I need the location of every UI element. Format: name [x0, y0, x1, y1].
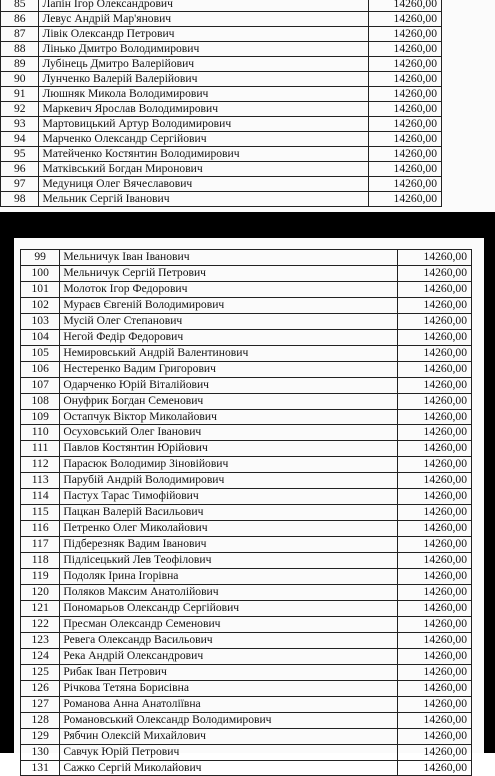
person-name: Немировський Андрій Валентинович: [60, 345, 397, 361]
table-row: [1, 132, 442, 147]
table-row: [21, 521, 472, 537]
table-row: [1, 0, 442, 12]
row-number: 103: [21, 313, 60, 329]
amount: 14260,00: [397, 728, 471, 744]
row-number: 99: [21, 250, 60, 266]
row-number: 117: [21, 537, 60, 553]
row-number: 101: [21, 281, 60, 297]
row-number: 110: [21, 425, 60, 441]
amount: 14260,00: [397, 664, 471, 680]
row-number: 95: [1, 147, 39, 162]
amount: 14260,00: [397, 505, 471, 521]
amount: 14260,00: [397, 696, 471, 712]
amount: 14260,00: [369, 162, 442, 177]
table-row: [1, 72, 442, 87]
row-number: 93: [1, 117, 39, 132]
scan-border-left: [0, 238, 14, 753]
row-number: 120: [21, 585, 60, 601]
person-name: Мельничук Сергій Петрович: [60, 265, 397, 281]
person-name: Медуниця Олег Вячеславович: [39, 177, 369, 192]
person-name: Мураєв Євгеній Володимирович: [60, 297, 397, 313]
amount: 14260,00: [369, 147, 442, 162]
amount: 14260,00: [397, 425, 471, 441]
amount: 14260,00: [369, 117, 442, 132]
table-row: [21, 648, 472, 664]
person-name: Підберезняк Вадим Іванович: [60, 537, 397, 553]
amount: 14260,00: [369, 192, 442, 207]
row-number: 98: [1, 192, 39, 207]
amount: 14260,00: [397, 281, 471, 297]
table-row: [21, 345, 472, 361]
amount: 14260,00: [397, 441, 471, 457]
table-row: [21, 712, 472, 728]
amount: 14260,00: [397, 744, 471, 760]
person-name: Павлов Костянтин Юрійович: [60, 441, 397, 457]
row-number: 113: [21, 473, 60, 489]
table-row: [21, 680, 472, 696]
person-name: Романова Анна Анатоліївна: [60, 696, 397, 712]
person-name: Лівік Олександр Петрович: [39, 27, 369, 42]
amount: 14260,00: [369, 57, 442, 72]
amount: 14260,00: [369, 87, 442, 102]
amount: 14260,00: [397, 473, 471, 489]
table-row: [21, 696, 472, 712]
row-number: 119: [21, 569, 60, 585]
person-name: Пресман Олександр Семенович: [60, 616, 397, 632]
amount: 14260,00: [397, 409, 471, 425]
row-number: 104: [21, 329, 60, 345]
row-number: 85: [1, 0, 39, 12]
amount: 14260,00: [397, 377, 471, 393]
person-name: Лунченко Валерій Валерійович: [39, 72, 369, 87]
table-row: [1, 117, 442, 132]
table-row: [21, 632, 472, 648]
person-name: Савчук Юрій Петрович: [60, 744, 397, 760]
amount: 14260,00: [397, 297, 471, 313]
person-name: Парасюк Володимир Зіновійович: [60, 457, 397, 473]
row-number: 114: [21, 489, 60, 505]
table-row: [21, 600, 472, 616]
row-number: 106: [21, 361, 60, 377]
person-name: Лапін Ігор Олександрович: [39, 0, 369, 12]
table-row: [21, 457, 472, 473]
table-row: [21, 473, 472, 489]
amount: 14260,00: [397, 313, 471, 329]
person-name: Мусій Олег Степанович: [60, 313, 397, 329]
table-row: [21, 553, 472, 569]
table-row: [21, 760, 472, 776]
table-row: [21, 313, 472, 329]
amount: 14260,00: [397, 361, 471, 377]
amount: 14260,00: [397, 680, 471, 696]
table-row: [21, 297, 472, 313]
table-row: [21, 616, 472, 632]
amount: 14260,00: [369, 177, 442, 192]
scan-border-right: [484, 238, 495, 753]
amount: 14260,00: [397, 537, 471, 553]
person-name: Нестеренко Вадим Григорович: [60, 361, 397, 377]
person-name: Романовський Олександр Володимирович: [60, 712, 397, 728]
amount: 14260,00: [397, 712, 471, 728]
row-number: 111: [21, 441, 60, 457]
row-number: 126: [21, 680, 60, 696]
person-name: Поляков Максим Анатолійович: [60, 585, 397, 601]
table-row: [21, 281, 472, 297]
table-row: [21, 361, 472, 377]
person-name: Лінько Дмитро Володимирович: [39, 42, 369, 57]
row-number: 127: [21, 696, 60, 712]
person-name: Мартовицький Артур Володимирович: [39, 117, 369, 132]
row-number: 97: [1, 177, 39, 192]
person-name: Онуфрик Богдан Семенович: [60, 393, 397, 409]
row-number: 100: [21, 265, 60, 281]
page-gap: [0, 212, 495, 238]
document-page-top: [0, 0, 495, 212]
table-row: [21, 505, 472, 521]
row-number: 94: [1, 132, 39, 147]
person-name: Маркевич Ярослав Володимирович: [39, 102, 369, 117]
amount: 14260,00: [397, 616, 471, 632]
table-row: [21, 569, 472, 585]
person-name: Ревега Олександр Васильович: [60, 632, 397, 648]
person-name: Молоток Ігор Федорович: [60, 281, 397, 297]
person-name: Річкова Тетяна Борисівна: [60, 680, 397, 696]
person-name: Матейченко Костянтин Володимирович: [39, 147, 369, 162]
row-number: 115: [21, 505, 60, 521]
amount: 14260,00: [397, 600, 471, 616]
person-name: Люшняк Микола Володимирович: [39, 87, 369, 102]
row-number: 125: [21, 664, 60, 680]
person-name: Пацкан Валерій Васильович: [60, 505, 397, 521]
person-name: Остапчук Віктор Миколайович: [60, 409, 397, 425]
person-name: Сажко Сергій Миколайович: [60, 760, 397, 776]
amount: 14260,00: [397, 648, 471, 664]
row-number: 105: [21, 345, 60, 361]
person-name: Рябчин Олексій Михайлович: [60, 728, 397, 744]
table-row: [21, 585, 472, 601]
row-number: 121: [21, 600, 60, 616]
person-name: Пастух Тарас Тимофійович: [60, 489, 397, 505]
row-number: 90: [1, 72, 39, 87]
amount: 14260,00: [397, 521, 471, 537]
table-row: [1, 27, 442, 42]
row-number: 128: [21, 712, 60, 728]
amount: 14260,00: [397, 585, 471, 601]
person-name: Негой Федір Федорович: [60, 329, 397, 345]
row-number: 108: [21, 393, 60, 409]
table-row: [1, 162, 442, 177]
row-number: 87: [1, 27, 39, 42]
person-name: Река Андрій Олександрович: [60, 648, 397, 664]
person-name: Пономарьов Олександр Сергійович: [60, 600, 397, 616]
table-row: [1, 147, 442, 162]
amount: 14260,00: [369, 102, 442, 117]
amount: 14260,00: [397, 632, 471, 648]
person-name: Осуховський Олег Іванович: [60, 425, 397, 441]
amount: 14260,00: [397, 329, 471, 345]
row-number: 123: [21, 632, 60, 648]
person-name: Одарченко Юрій Віталійович: [60, 377, 397, 393]
table-row: [1, 177, 442, 192]
table-row: [21, 265, 472, 281]
row-number: 130: [21, 744, 60, 760]
amount: 14260,00: [397, 760, 471, 776]
table-body-top: [1, 0, 442, 207]
row-number: 112: [21, 457, 60, 473]
table-row: [21, 489, 472, 505]
table-row: [21, 441, 472, 457]
payments-table-bottom: [20, 249, 472, 776]
amount: 14260,00: [369, 27, 442, 42]
person-name: Рибак Іван Петрович: [60, 664, 397, 680]
row-number: 86: [1, 12, 39, 27]
amount: 14260,00: [397, 393, 471, 409]
person-name: Підлісецький Лев Теофілович: [60, 553, 397, 569]
amount: 14260,00: [369, 132, 442, 147]
row-number: 118: [21, 553, 60, 569]
table-row: [1, 102, 442, 117]
amount: 14260,00: [369, 72, 442, 87]
table-row: [1, 42, 442, 57]
table-row: [1, 192, 442, 207]
person-name: Лубінець Дмитро Валерійович: [39, 57, 369, 72]
amount: 14260,00: [397, 345, 471, 361]
table-row: [1, 12, 442, 27]
table-row: [21, 425, 472, 441]
row-number: 131: [21, 760, 60, 776]
row-number: 124: [21, 648, 60, 664]
amount: 14260,00: [397, 265, 471, 281]
person-name: Матківський Богдан Миронович: [39, 162, 369, 177]
table-row: [21, 728, 472, 744]
document-page-bottom: [14, 238, 484, 774]
table-row: [21, 537, 472, 553]
table-body-bottom: [21, 250, 472, 776]
amount: 14260,00: [397, 250, 471, 266]
table-row: [21, 664, 472, 680]
table-row: [21, 250, 472, 266]
row-number: 122: [21, 616, 60, 632]
table-row: [21, 393, 472, 409]
person-name: Левус Андрій Мар'янович: [39, 12, 369, 27]
amount: 14260,00: [369, 0, 442, 12]
amount: 14260,00: [397, 569, 471, 585]
amount: 14260,00: [369, 12, 442, 27]
person-name: Мельник Сергій Іванович: [39, 192, 369, 207]
person-name: Мельничук Іван Іванович: [60, 250, 397, 266]
row-number: 102: [21, 297, 60, 313]
row-number: 91: [1, 87, 39, 102]
row-number: 129: [21, 728, 60, 744]
table-row: [21, 409, 472, 425]
row-number: 116: [21, 521, 60, 537]
person-name: Подоляк Ірина Ігорівна: [60, 569, 397, 585]
table-row: [1, 57, 442, 72]
person-name: Парубій Андрій Володимирович: [60, 473, 397, 489]
amount: 14260,00: [397, 553, 471, 569]
row-number: 92: [1, 102, 39, 117]
amount: 14260,00: [369, 42, 442, 57]
table-row: [21, 377, 472, 393]
row-number: 96: [1, 162, 39, 177]
row-number: 109: [21, 409, 60, 425]
person-name: Марченко Олександр Сергійович: [39, 132, 369, 147]
table-row: [1, 87, 442, 102]
table-row: [21, 744, 472, 760]
row-number: 107: [21, 377, 60, 393]
amount: 14260,00: [397, 457, 471, 473]
amount: 14260,00: [397, 489, 471, 505]
row-number: 88: [1, 42, 39, 57]
table-row: [21, 329, 472, 345]
payments-table-top: [0, 0, 442, 207]
row-number: 89: [1, 57, 39, 72]
person-name: Петренко Олег Миколайович: [60, 521, 397, 537]
